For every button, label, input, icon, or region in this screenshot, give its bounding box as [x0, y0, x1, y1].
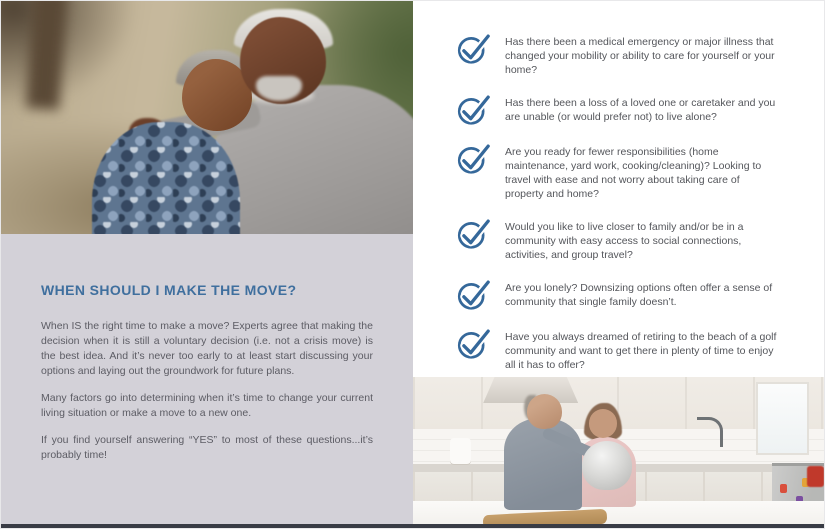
- check-circle-icon: [457, 278, 490, 311]
- outdoor-couple-photo: [1, 1, 413, 234]
- checklist-item-text: Are you lonely? Downsizing options often offer a sense of community that single family doesn’t.: [505, 282, 773, 308]
- checklist-item: [457, 35, 825, 77]
- body-paragraph: Many factors go into determining when it’s time to change your current living situation or make a move to a new one.: [41, 392, 373, 419]
- photo-detail: [582, 441, 632, 490]
- checklist-item: [457, 281, 825, 311]
- kitchen-couple-photo: [413, 377, 825, 529]
- section-heading: WHEN SHOULD I MAKE THE MOVE?: [41, 282, 297, 298]
- checklist-item: [457, 330, 825, 372]
- check-circle-icon: [457, 93, 490, 126]
- bottom-border: [1, 524, 824, 528]
- photo-detail: [697, 417, 723, 447]
- body-paragraph: If you find yourself answering “YES” to most of these questions...it’s probably time!: [41, 434, 373, 461]
- check-circle-icon: [457, 327, 490, 360]
- checklist-item: [457, 145, 825, 201]
- left-text-panel: [1, 234, 413, 529]
- check-circle-icon: [457, 217, 490, 250]
- checklist: [413, 1, 825, 377]
- checklist-item-text: Would you like to live closer to family and/or be in a community with easy access to social connections, activities, and group travel?: [505, 221, 744, 261]
- photo-detail: [780, 484, 787, 493]
- photo-detail: [527, 394, 562, 429]
- checklist-item-text: Are you ready for fewer responsibilities (home maintenance, yard work, cooking/cleaning)? Looking to travel with ease and not worry about taking care of property and home?: [505, 146, 762, 200]
- checklist-item-text: Have you always dreamed of retiring to the beach of a golf community and want to get there in plenty of time to enjoy all it has to offer?: [505, 331, 777, 371]
- checklist-item: [457, 96, 825, 126]
- check-circle-icon: [457, 142, 490, 175]
- photo-detail: [756, 382, 810, 455]
- photo-detail: [807, 466, 824, 487]
- checklist-item: [457, 220, 825, 262]
- checklist-item-text: Has there been a medical emergency or major illness that changed your mobility or ability to care for yourself or your home?: [505, 36, 775, 76]
- photo-detail: [450, 438, 471, 464]
- checklist-item-text: Has there been a loss of a loved one or caretaker and you are unable (or would prefer not) to live alone?: [505, 97, 776, 123]
- body-paragraph: When IS the right time to make a move? Experts agree that making the decision when it is still a voluntary decision (i.e. not a crisis move) is the best idea. And it’s never too early to at least start discussing your options and laying out the groundwork for future plans.: [41, 320, 373, 377]
- check-circle-icon: [457, 32, 490, 65]
